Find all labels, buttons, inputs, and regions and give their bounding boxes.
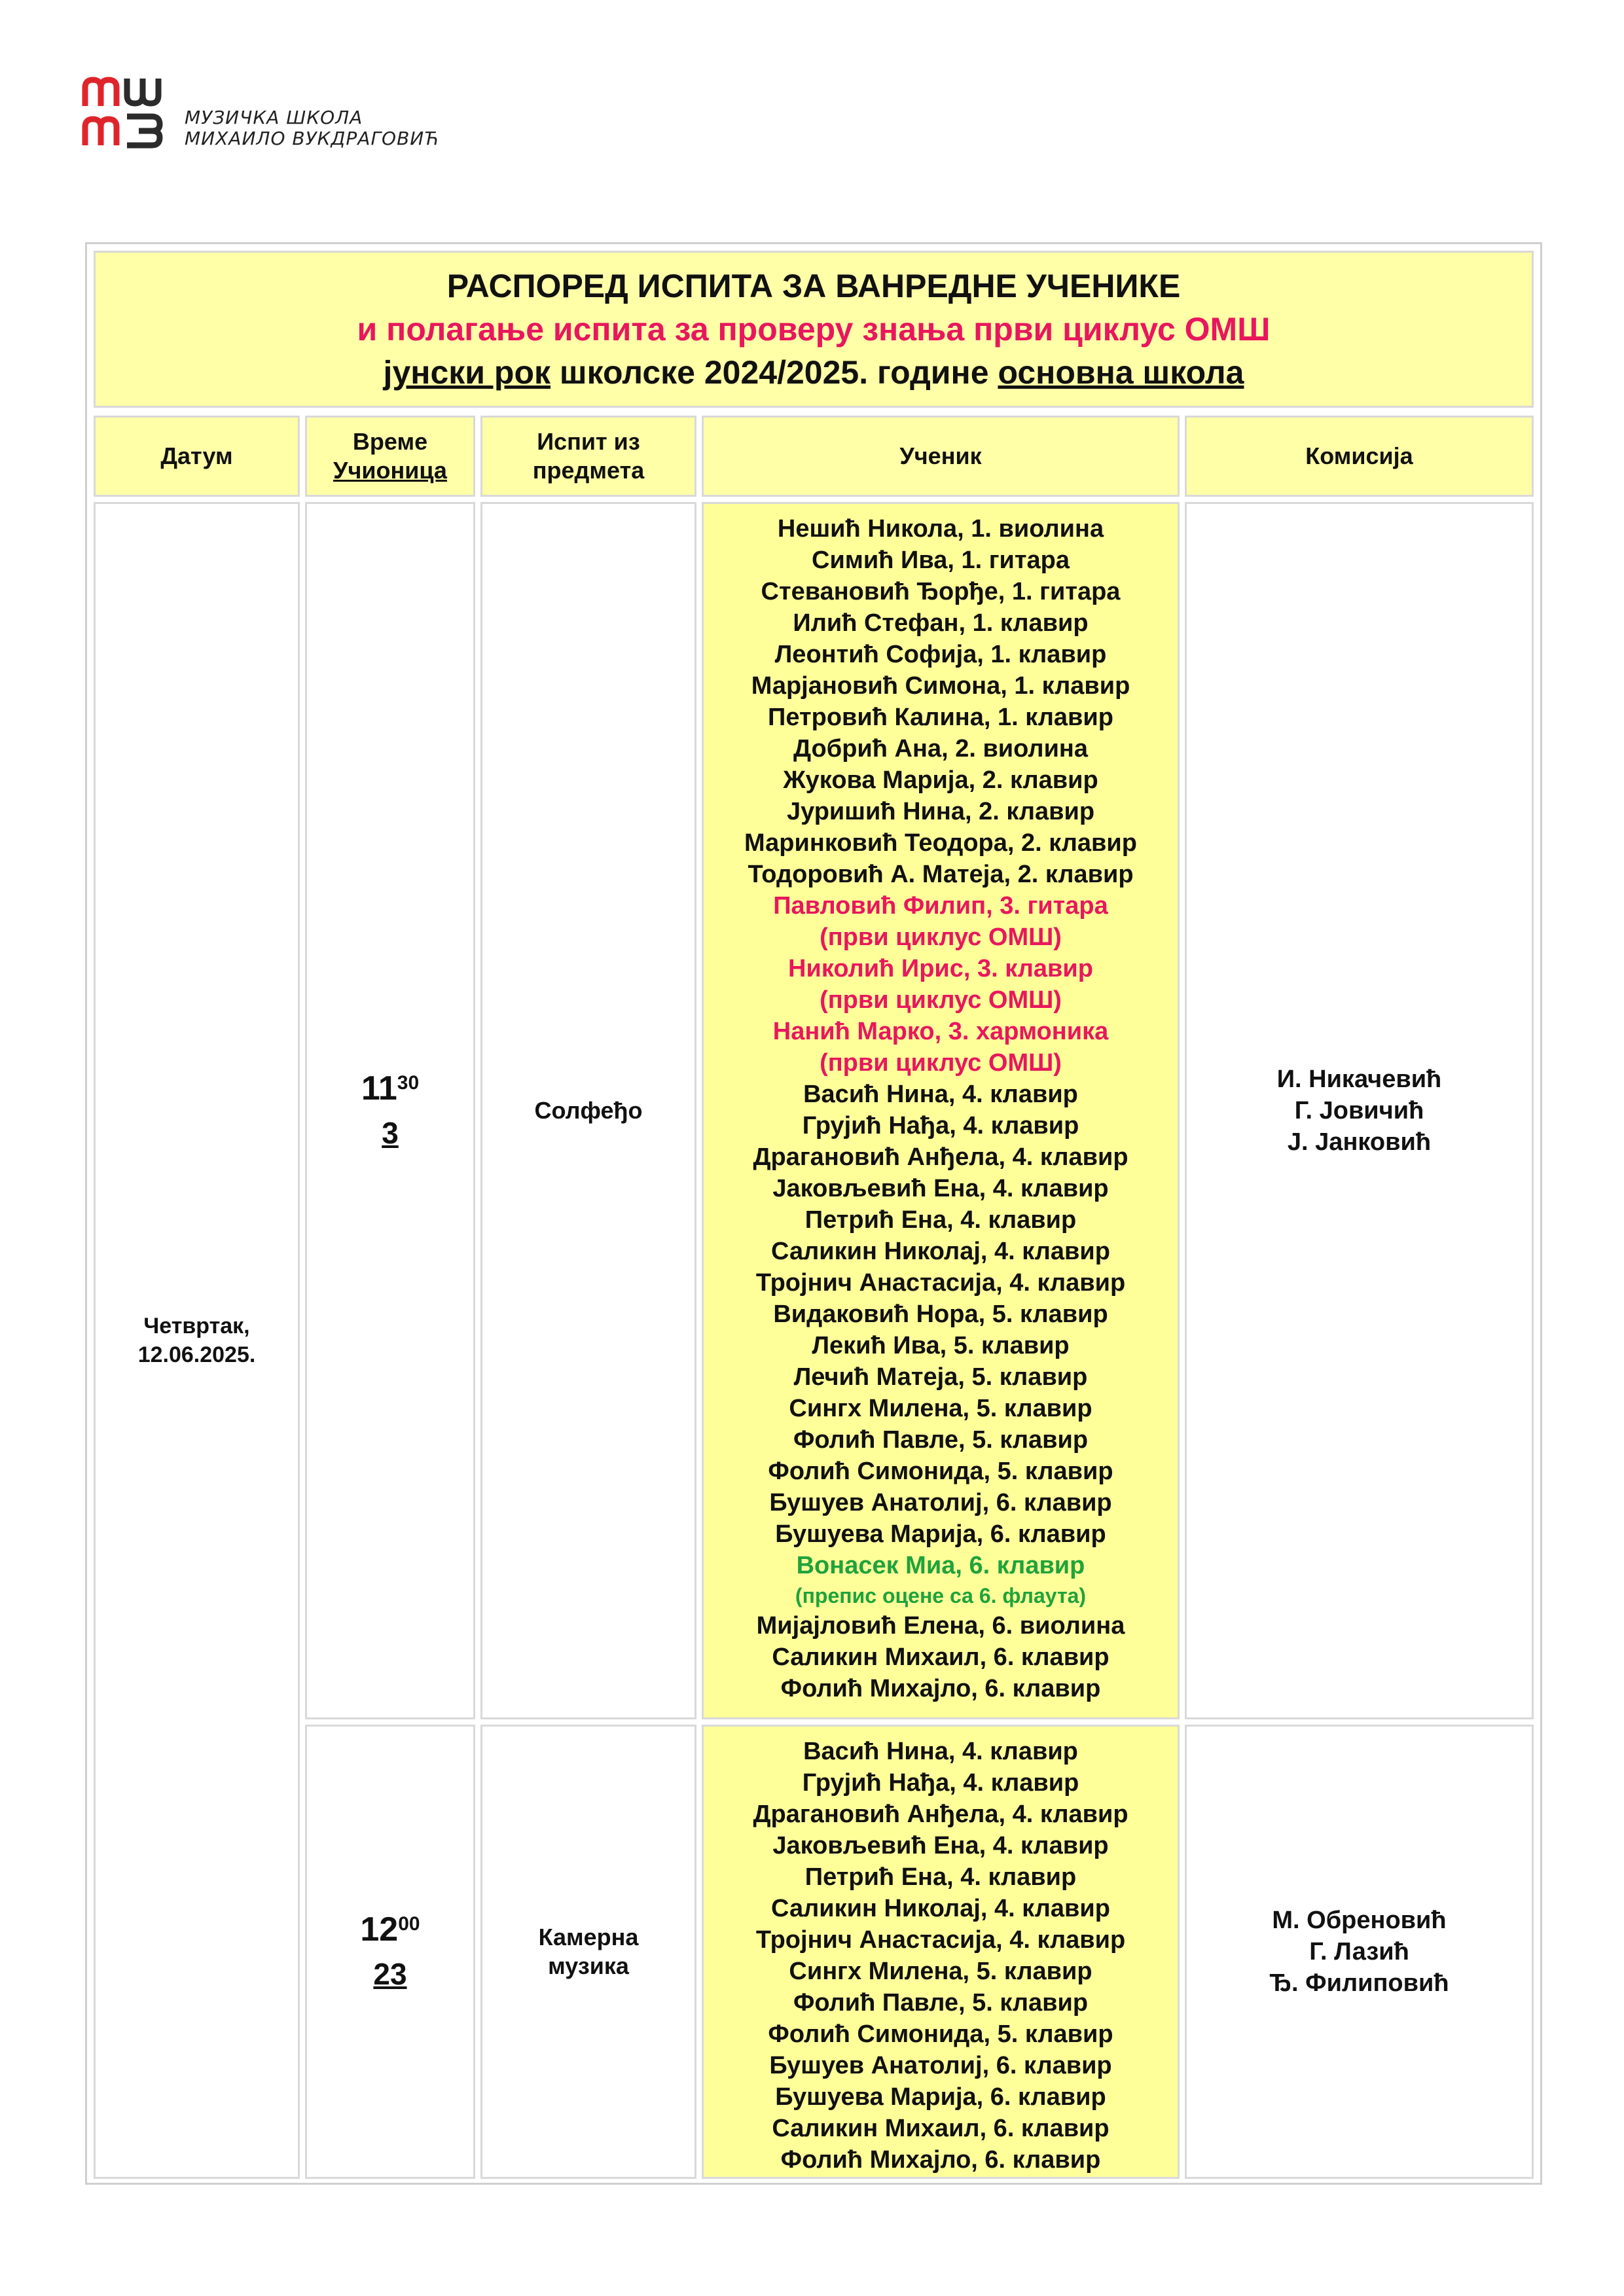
header-committee: [1185, 416, 1534, 497]
student-entry: Фолић Михајло, 6. клавир: [780, 1675, 1101, 1702]
session-1-hour: 11: [361, 1069, 397, 1107]
student-entry: Николић Ирис, 3. клавир: [788, 955, 1093, 982]
student-entry: Бушуева Марија, 6. клавир: [775, 1520, 1106, 1548]
session-1-room: 3: [382, 1116, 399, 1150]
student-entry: Симић Ива, 1. гитара: [812, 547, 1070, 574]
table-title: [94, 251, 1534, 408]
header-date: [94, 416, 300, 497]
student-entry: Петрић Ена, 4. клавир: [804, 1206, 1077, 1234]
session-2-subject: [480, 1725, 696, 2179]
session-2-minutes: 00: [398, 1913, 420, 1935]
student-entry: Тројнич Анастасија, 4. клавир: [755, 1926, 1126, 1954]
session-2-subject-line-2: музика: [548, 1952, 629, 1979]
student-entry: Сингх Милена, 5. клавир: [789, 1958, 1092, 1985]
student-entry: Саликин Николај, 4. клавир: [771, 1895, 1110, 1922]
header-time-room: [305, 416, 475, 497]
date-value: 12.06.2025.: [137, 1342, 256, 1367]
student-entry: Петровић Калина, 1. клавир: [768, 704, 1113, 731]
school-logo: [80, 73, 486, 158]
student-entry: Нешић Никола, 1. виолина: [777, 515, 1104, 543]
session-2-students: [702, 1725, 1180, 2179]
session-2-time-room: [305, 1725, 475, 2179]
student-entry: Драгановић Анђела, 4. клавир: [753, 1801, 1128, 1828]
student-entry: Тројнич Анастасија, 4. клавир: [755, 1269, 1126, 1297]
session-2-time: [360, 1907, 420, 1952]
title-line-2: и полагање испита за проверу знања први циклус ОМШ: [357, 311, 1271, 348]
session-1-time: [361, 1066, 419, 1111]
student-entry: Фолић Симонида, 5. клавир: [768, 2020, 1113, 2048]
student-entry: Добрић Ана, 2. виолина: [793, 735, 1089, 762]
committee-member: И. Никачевић: [1276, 1066, 1442, 1093]
student-entry: Нанић Марко, 3. хармоника: [772, 1018, 1109, 1045]
exam-period: јунски рок: [383, 354, 551, 391]
student-entry: Павловић Филип, 3. гитара: [773, 892, 1108, 920]
logo-line-2: МИХАИЛО ВУКДРАГОВИЋ: [185, 128, 440, 149]
student-entry: Фолић Симонида, 5. клавир: [768, 1458, 1113, 1485]
header-student-label: Ученик: [899, 442, 982, 469]
header-subject: [480, 416, 696, 497]
session-1-time-room: [305, 502, 475, 1719]
student-entry: Васић Нина, 4. клавир: [803, 1081, 1078, 1108]
student-entry: Јаковљевић Ена, 4. клавир: [772, 1175, 1109, 1202]
student-entry: (први циклус ОМШ): [820, 924, 1062, 951]
student-entry: Лекић Ива, 5. клавир: [812, 1332, 1070, 1359]
student-entry: Бушуев Анатолиј, 6. клавир: [769, 1489, 1112, 1516]
header-date-label: Датум: [160, 442, 233, 469]
session-2-committee: [1185, 1725, 1534, 2179]
session-1-subject: [480, 502, 696, 1719]
student-entry: Јуришић Нина, 2. клавир: [786, 798, 1095, 825]
session-1-students: [702, 502, 1180, 1719]
header-committee-label: Комисија: [1305, 442, 1413, 469]
student-entry: Петрић Ена, 4. клавир: [804, 1863, 1077, 1891]
student-entry: Драгановић Анђела, 4. клавир: [753, 1143, 1128, 1171]
mw-logo-icon: [80, 73, 185, 152]
student-entry: Мијајловић Елена, 6. виолина: [756, 1612, 1125, 1640]
student-entry: Видаковић Нора, 5. клавир: [773, 1300, 1108, 1328]
logo-text: [185, 107, 439, 149]
session-1-subject-label: Солфеђо: [534, 1097, 643, 1124]
student-entry: Сингх Милена, 5. клавир: [789, 1395, 1092, 1422]
student-entry: Јаковљевић Ена, 4. клавир: [772, 1832, 1109, 1859]
session-2-hour: 12: [360, 1910, 399, 1948]
student-entry: Грујић Нађа, 4. клавир: [802, 1112, 1079, 1139]
title-line-3: [384, 351, 1244, 394]
session-2-room: 23: [373, 1957, 407, 1991]
student-entry: Тодоровић А. Матеја, 2. клавир: [748, 861, 1134, 888]
student-entry: Васић Нина, 4. клавир: [803, 1738, 1078, 1765]
date-day: Четвртак,: [143, 1314, 250, 1338]
student-entry: Маринковић Теодора, 2. клавир: [744, 829, 1137, 857]
student-entry: Саликин Михаил, 6. клавир: [772, 2115, 1110, 2142]
student-entry: Фолић Михајло, 6. клавир: [780, 2146, 1101, 2174]
student-entry: Марјановић Симона, 1. клавир: [751, 672, 1130, 700]
student-entry: (први циклус ОМШ): [820, 1049, 1062, 1077]
committee-member: Ј. Јанковић: [1287, 1128, 1432, 1156]
student-entry: Грујић Нађа, 4. клавир: [802, 1769, 1079, 1797]
student-entry: Стевановић Ђорђе, 1. гитара: [761, 578, 1121, 605]
student-entry: Илић Стефан, 1. клавир: [793, 609, 1089, 637]
student-entry: Бушуев Анатолиј, 6. клавир: [769, 2052, 1112, 2079]
session-1-minutes: 30: [397, 1072, 420, 1094]
student-entry: Фолић Павле, 5. клавир: [793, 1989, 1089, 2017]
student-entry: Леонтић Софија, 1. клавир: [774, 641, 1107, 668]
date-cell: [94, 502, 300, 2179]
student-entry: Жукова Марија, 2. клавир: [783, 766, 1098, 794]
school-year: школске 2024/2025. године: [550, 354, 998, 391]
committee-member: М. Обреновић: [1272, 1907, 1447, 1934]
student-entry: Лечић Матеја, 5. клавир: [793, 1363, 1088, 1391]
committee-member: Ђ. Филиповић: [1269, 1969, 1449, 1997]
logo-line-1: МУЗИЧКА ШКОЛА: [185, 107, 363, 128]
title-line-1: РАСПОРЕД ИСПИТА ЗА ВАНРЕДНЕ УЧЕНИКЕ: [446, 268, 1181, 304]
session-1-committee: [1185, 502, 1534, 1719]
schedule-table: [85, 242, 1542, 2185]
student-entry: (први циклус ОМШ): [820, 986, 1062, 1014]
header-student: [702, 416, 1180, 497]
student-entry: Вонасек Миа, 6. клавир: [796, 1552, 1085, 1579]
header-subject-line-1: Испит из: [537, 428, 640, 455]
header-time-label: Време: [352, 428, 428, 455]
header-room-label: Учионица: [333, 457, 447, 484]
student-entry: Фолић Павле, 5. клавир: [793, 1426, 1089, 1454]
school-type: основна школа: [998, 354, 1244, 391]
student-entry: Саликин Михаил, 6. клавир: [772, 1643, 1110, 1671]
student-entry: Саликин Николај, 4. клавир: [771, 1238, 1110, 1265]
student-entry: (препис оцене са 6. флаута): [795, 1584, 1087, 1607]
header-subject-line-2: предмета: [532, 457, 645, 484]
session-2-subject-line-1: Камерна: [538, 1924, 639, 1950]
committee-member: Г. Јовичић: [1294, 1097, 1424, 1124]
committee-member: Г. Лазић: [1309, 1938, 1409, 1965]
student-entry: Бушуева Марија, 6. клавир: [775, 2083, 1106, 2111]
